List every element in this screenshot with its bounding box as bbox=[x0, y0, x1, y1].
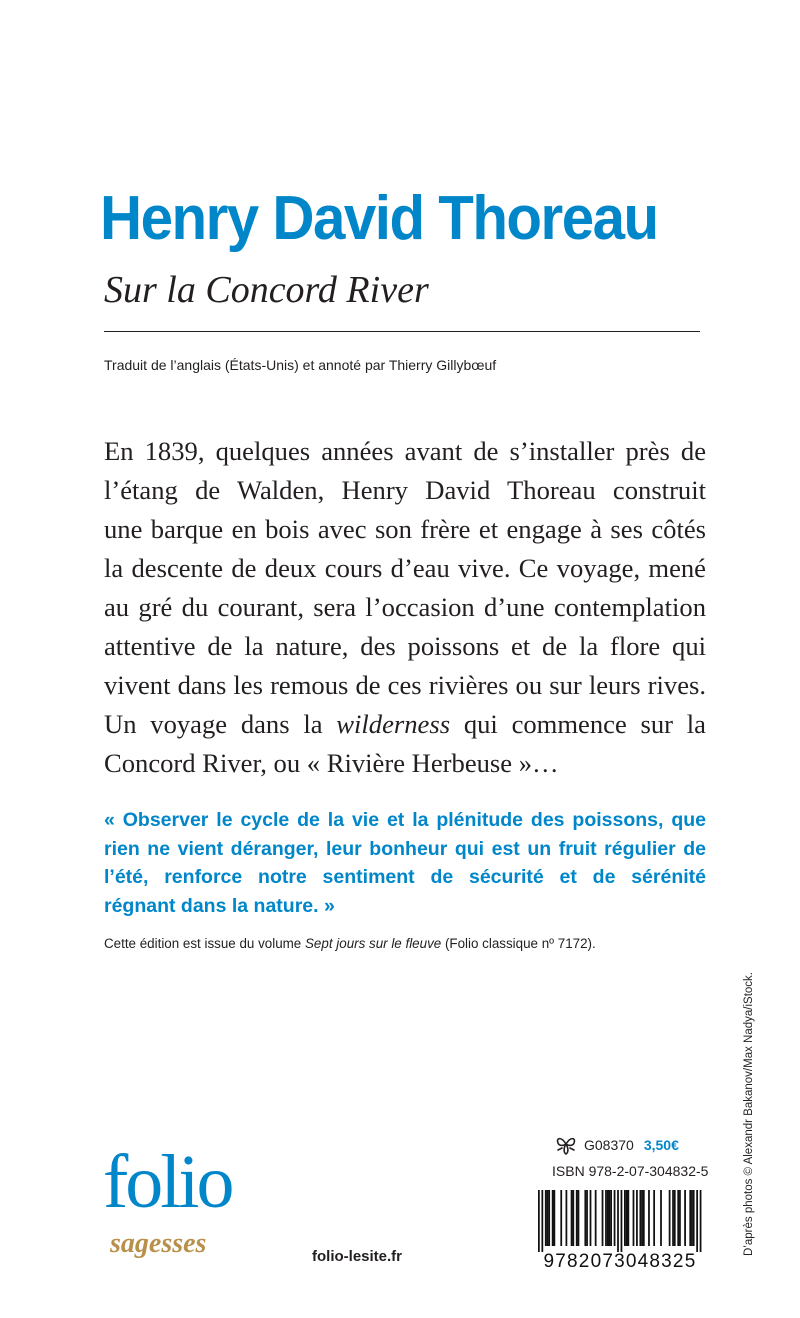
barcode-bar bbox=[607, 1190, 609, 1246]
edition-suffix: (Folio classique nº 7172). bbox=[444, 936, 596, 951]
barcode-bar bbox=[684, 1190, 686, 1246]
barcode-bar bbox=[584, 1190, 586, 1246]
barcode-bar bbox=[627, 1190, 629, 1246]
barcode-bar bbox=[674, 1190, 676, 1246]
barcode-bar bbox=[621, 1190, 623, 1252]
barcode-bar bbox=[691, 1190, 693, 1246]
barcode-bar bbox=[590, 1190, 592, 1246]
barcode-bar bbox=[595, 1190, 597, 1246]
barcode-bar bbox=[636, 1190, 638, 1246]
barcode-bar bbox=[679, 1190, 681, 1246]
barcode-bar bbox=[639, 1190, 641, 1246]
barcode-bar bbox=[571, 1190, 573, 1246]
barcode-bar bbox=[653, 1190, 655, 1246]
edition-volume: Sept jours sur le fleuve bbox=[305, 936, 442, 951]
collection-logo: sagesses bbox=[110, 1228, 207, 1259]
website-url: folio-lesite.fr bbox=[312, 1248, 403, 1265]
photo-credit: D’après photos © Alexandr Bakanov/Max Nadya/iStock. bbox=[743, 972, 755, 1256]
barcode-bar bbox=[609, 1190, 611, 1246]
quote-line: régnant dans la nature. » bbox=[104, 894, 335, 917]
barcode-bar bbox=[566, 1190, 568, 1246]
translator-credit: Traduit de l’anglais (États-Unis) et annoté par Thierry Gillybœuf bbox=[104, 357, 497, 373]
barcode-bar bbox=[572, 1190, 574, 1246]
barcode-bar bbox=[624, 1190, 626, 1246]
summary-text bbox=[104, 432, 706, 783]
barcode-bar bbox=[641, 1190, 643, 1246]
barcode-bar bbox=[669, 1190, 671, 1246]
summary-fragment: qui commence sur la bbox=[463, 709, 706, 739]
barcode-bar bbox=[689, 1190, 691, 1246]
barcode-bar bbox=[578, 1190, 580, 1246]
summary-line: l’étang de Walden, Henry David Thoreau construit bbox=[104, 475, 706, 505]
barcode-bar bbox=[602, 1190, 604, 1246]
barcode-bar bbox=[552, 1190, 554, 1246]
summary-line: la descente de deux cours d’eau vive. Ce voyage, mené bbox=[104, 553, 706, 583]
summary-line: Concord River, ou « Rivière Herbeuse »… bbox=[104, 748, 559, 778]
barcode-bar bbox=[693, 1190, 695, 1246]
barcode-bar bbox=[614, 1190, 616, 1246]
summary-italic-word: wilderness bbox=[336, 709, 451, 739]
summary-line: En 1839, quelques années avant de s’installer près de bbox=[104, 436, 706, 466]
summary-line: vivent dans les remous de ces rivières ou sur leurs rives. bbox=[104, 670, 706, 700]
barcode-bar bbox=[605, 1190, 607, 1246]
barcode-bar bbox=[538, 1190, 540, 1252]
barcode-bar bbox=[547, 1190, 549, 1246]
folio-logo: folio bbox=[103, 1140, 232, 1224]
barcode-bar bbox=[677, 1190, 679, 1246]
edition-note bbox=[104, 935, 596, 953]
barcode-bar bbox=[553, 1190, 555, 1246]
barcode-bar bbox=[700, 1190, 702, 1252]
summary-line: attentive de la nature, des poissons et de la flore qui bbox=[104, 631, 706, 661]
barcode-bar bbox=[610, 1190, 612, 1246]
title-divider bbox=[104, 331, 700, 332]
barcode bbox=[532, 1190, 708, 1270]
price-line bbox=[552, 1134, 679, 1156]
quote-line: « Observer le cycle de la vie et la plénitude des poissons, que bbox=[104, 809, 706, 831]
summary-line bbox=[104, 705, 706, 744]
barcode-bar bbox=[586, 1190, 588, 1246]
barcode-bar bbox=[576, 1190, 578, 1246]
price: 3,50€ bbox=[643, 1137, 679, 1153]
barcode-bar bbox=[560, 1190, 562, 1246]
edition-prefix: Cette édition est issue du volume bbox=[104, 936, 302, 951]
summary-line: une barque en bois avec son frère et engage à ses côtés bbox=[104, 514, 706, 544]
barcode-bar bbox=[626, 1190, 628, 1246]
barcode-bar bbox=[672, 1190, 674, 1246]
pull-quote bbox=[104, 806, 706, 920]
barcode-bar bbox=[696, 1190, 698, 1252]
barcode-bar bbox=[541, 1190, 543, 1252]
quote-line: l’été, renforce notre sentiment de sécurité et de sérénité bbox=[104, 866, 706, 888]
barcode-bar bbox=[660, 1190, 662, 1246]
quote-line: rien ne vient déranger, leur bonheur qui est un fruit régulier de bbox=[104, 837, 706, 860]
barcode-bar bbox=[633, 1190, 635, 1246]
book-title: Sur la Concord River bbox=[104, 269, 429, 311]
isbn: ISBN 978-2-07-304832-5 bbox=[552, 1163, 709, 1179]
barcode-bar bbox=[643, 1190, 645, 1246]
barcode-digits: 9782073048325 bbox=[543, 1251, 697, 1270]
barcode-bar bbox=[617, 1190, 619, 1252]
barcode-bar bbox=[648, 1190, 650, 1246]
author-name: Henry David Thoreau bbox=[100, 184, 658, 253]
product-code: G08370 bbox=[584, 1137, 634, 1153]
barcode-bar bbox=[548, 1190, 550, 1246]
barcode-bar bbox=[545, 1190, 547, 1246]
summary-fragment: Un voyage dans la bbox=[104, 709, 323, 739]
summary-line: au gré du courant, sera l’occasion d’une contemplation bbox=[104, 592, 706, 622]
folio-symbol-icon bbox=[552, 1134, 580, 1156]
